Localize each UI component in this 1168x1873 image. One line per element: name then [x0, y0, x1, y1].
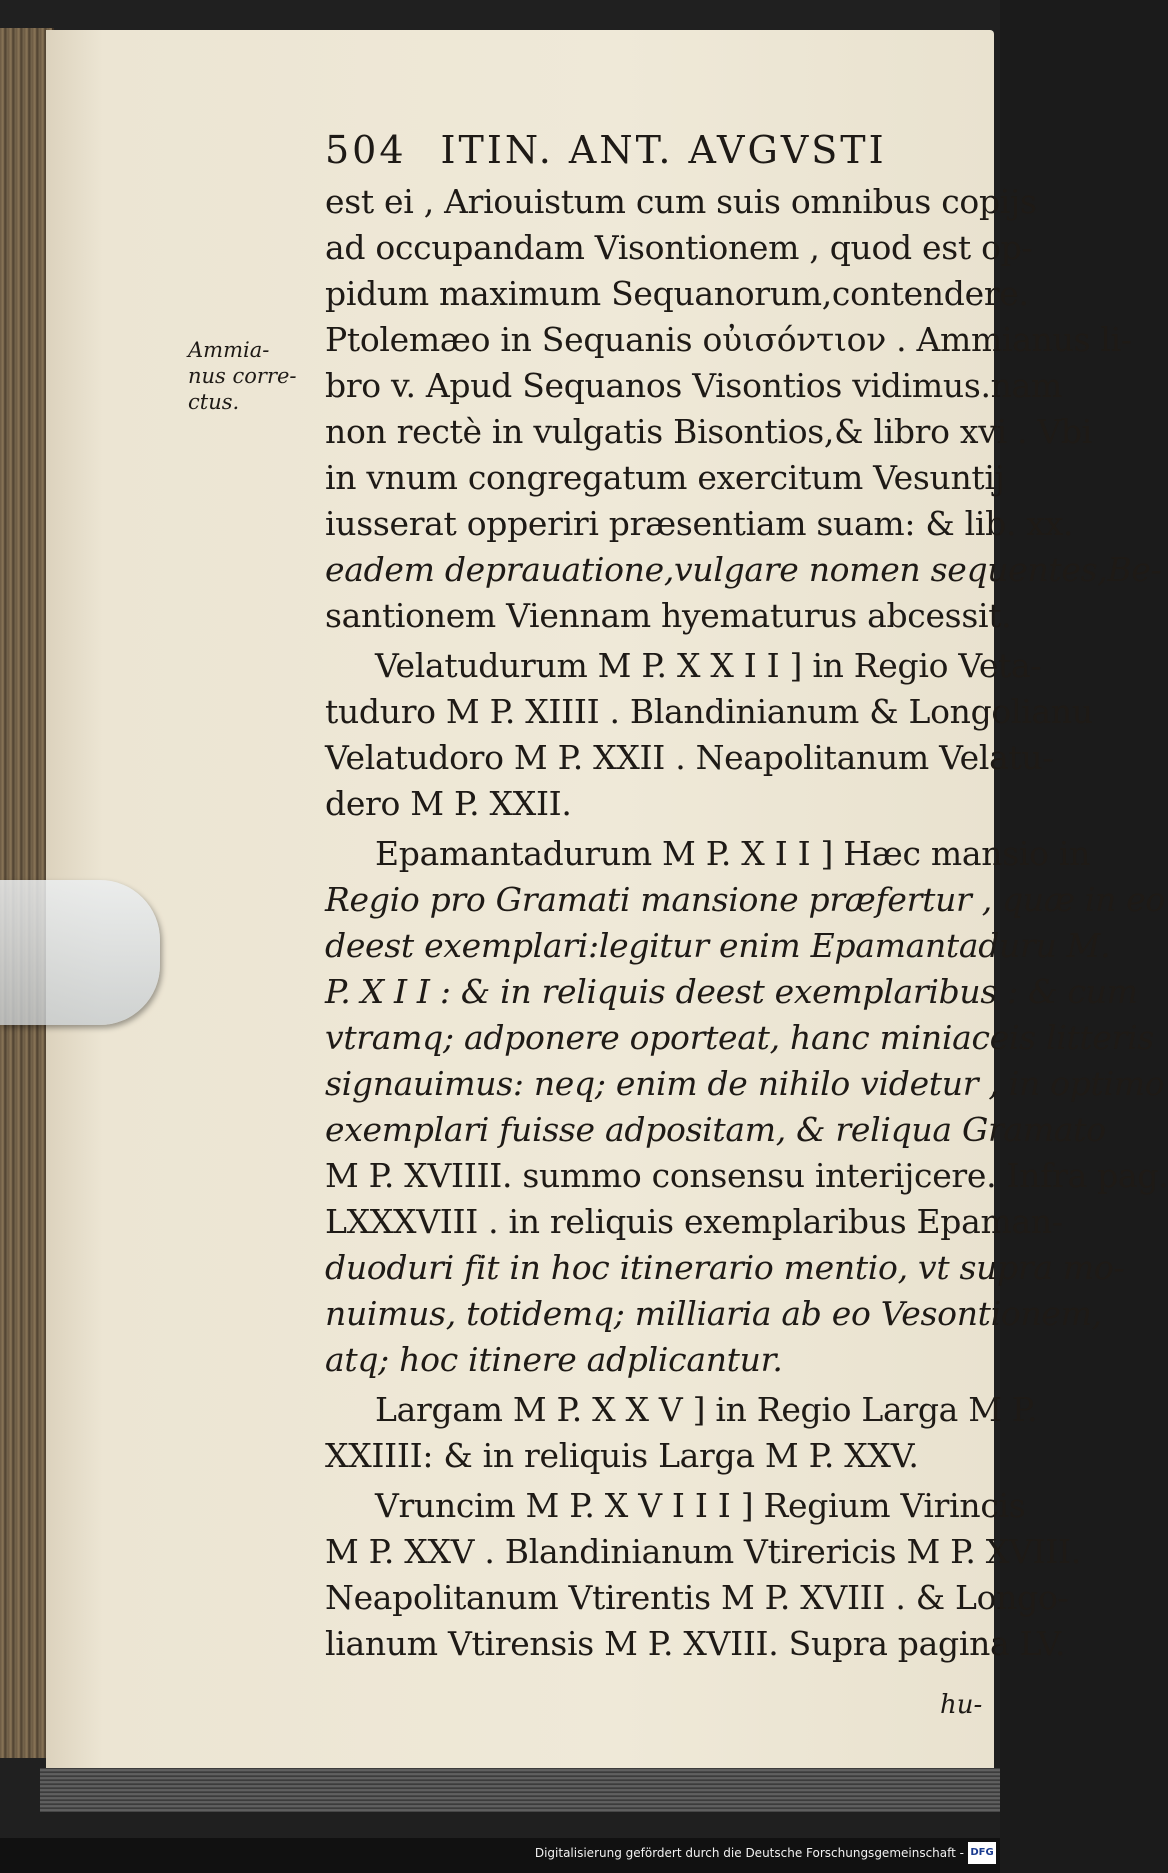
- text-line: in vnum congregatum exercitum Vesuntij: [325, 458, 1005, 497]
- page-number: 504: [325, 128, 407, 172]
- text-line: duoduri fit in hoc itinerario mentio, vt supra mo-: [325, 1248, 1125, 1287]
- book-clamp: [0, 880, 160, 1025]
- page-bottom-edge: [40, 1768, 1000, 1812]
- text-line: Ptolemæo in Sequanis οὐισόντιον . Ammianus li-: [325, 320, 1132, 359]
- text-line: LXXXVIII . in reliquis exemplaribus Epaman-: [325, 1202, 1063, 1241]
- text-line: Vruncim M P. X V I I I ] Regium Virincis: [375, 1486, 1026, 1525]
- text-line: nuimus, totidemq; milliaria ab eo Vesontionem,: [325, 1294, 1102, 1333]
- text-line: lianum Vtirensis M P. XVIII. Supra pagina LV.: [325, 1624, 1066, 1663]
- text-line: P. X I I : & in reliquis deest exemplaribus : & cum: [325, 972, 1138, 1011]
- text-line: Epamantadurum M P. X I I ] Hæc mansio in: [375, 834, 1091, 873]
- margin-note-line: nus corre-: [188, 364, 297, 388]
- text-line: Largam M P. X X V ] in Regio Larga M P.: [375, 1390, 1038, 1429]
- text-line: tuduro M P. XIIII . Blandinianum & Longolianu: [325, 692, 1093, 731]
- text-line: Neapolitanum Vtirentis M P. XVIII . & Longo-: [325, 1578, 1069, 1617]
- catchword: hu-: [940, 1690, 983, 1720]
- text-line: Regio pro Gramati mansione præfertur , quæ in eo: [325, 880, 1165, 919]
- text-line: atq; hoc itinere adplicantur.: [325, 1340, 783, 1379]
- margin-note-line: Ammia-: [188, 338, 270, 362]
- dfg-logo-icon: DFG: [968, 1842, 996, 1864]
- running-head: [325, 128, 995, 172]
- text-line: ad occupandam Visontionem , quod est op-: [325, 228, 1033, 267]
- text-line: Velatudurum M P. X X I I ] in Regio Veta-: [375, 646, 1042, 685]
- text-line: M P. XVIIII. summo consensu interijcere. Infra pag.: [325, 1156, 1168, 1195]
- text-line: bro v. Apud Sequanos Visontios vidimus.nam: [325, 366, 1062, 405]
- text-line: eadem deprauatione,vulgare nomen sequentes,Be-: [325, 550, 1162, 589]
- text-line: vtramq; adponere oporteat, hanc miniaceis litteris: [325, 1018, 1154, 1057]
- text-line: XXIIII: & in reliquis Larga M P. XXV.: [325, 1436, 919, 1475]
- footer-credit: Digitalisierung gefördert durch die Deutsche Forschungsgemeinschaft -: [534, 1846, 964, 1860]
- margin-note-line: ctus.: [188, 390, 240, 414]
- text-line: M P. XXV . Blandinianum Vtirericis M P. XVIII.: [325, 1532, 1081, 1571]
- running-title: ITIN. ANT. AVGVSTI: [440, 128, 887, 172]
- text-line: santionem Viennam hyematurus abcessit.: [325, 596, 1012, 635]
- text-line: est ei , Ariouistum cum suis omnibus copijs: [325, 182, 1037, 221]
- text-line: pidum maximum Sequanorum,contendere.: [325, 274, 1029, 313]
- text-line: Velatudoro M P. XXII . Neapolitanum Velatu-: [325, 738, 1054, 777]
- text-line: exemplari fuisse adpositam, & reliqua Gramato: [325, 1110, 1106, 1149]
- text-line: iusserat opperiri præsentiam suam: & lib. xx.: [325, 504, 1074, 543]
- text-line: deest exemplari:legitur enim Epamantaduru M.: [325, 926, 1111, 965]
- text-line: signauimus: neq; enim de nihilo videtur , in optimo: [325, 1064, 1165, 1103]
- text-line: dero M P. XXII.: [325, 784, 572, 823]
- text-line: non rectè in vulgatis Bisontios,& libro xvi . Vbi: [325, 412, 1093, 451]
